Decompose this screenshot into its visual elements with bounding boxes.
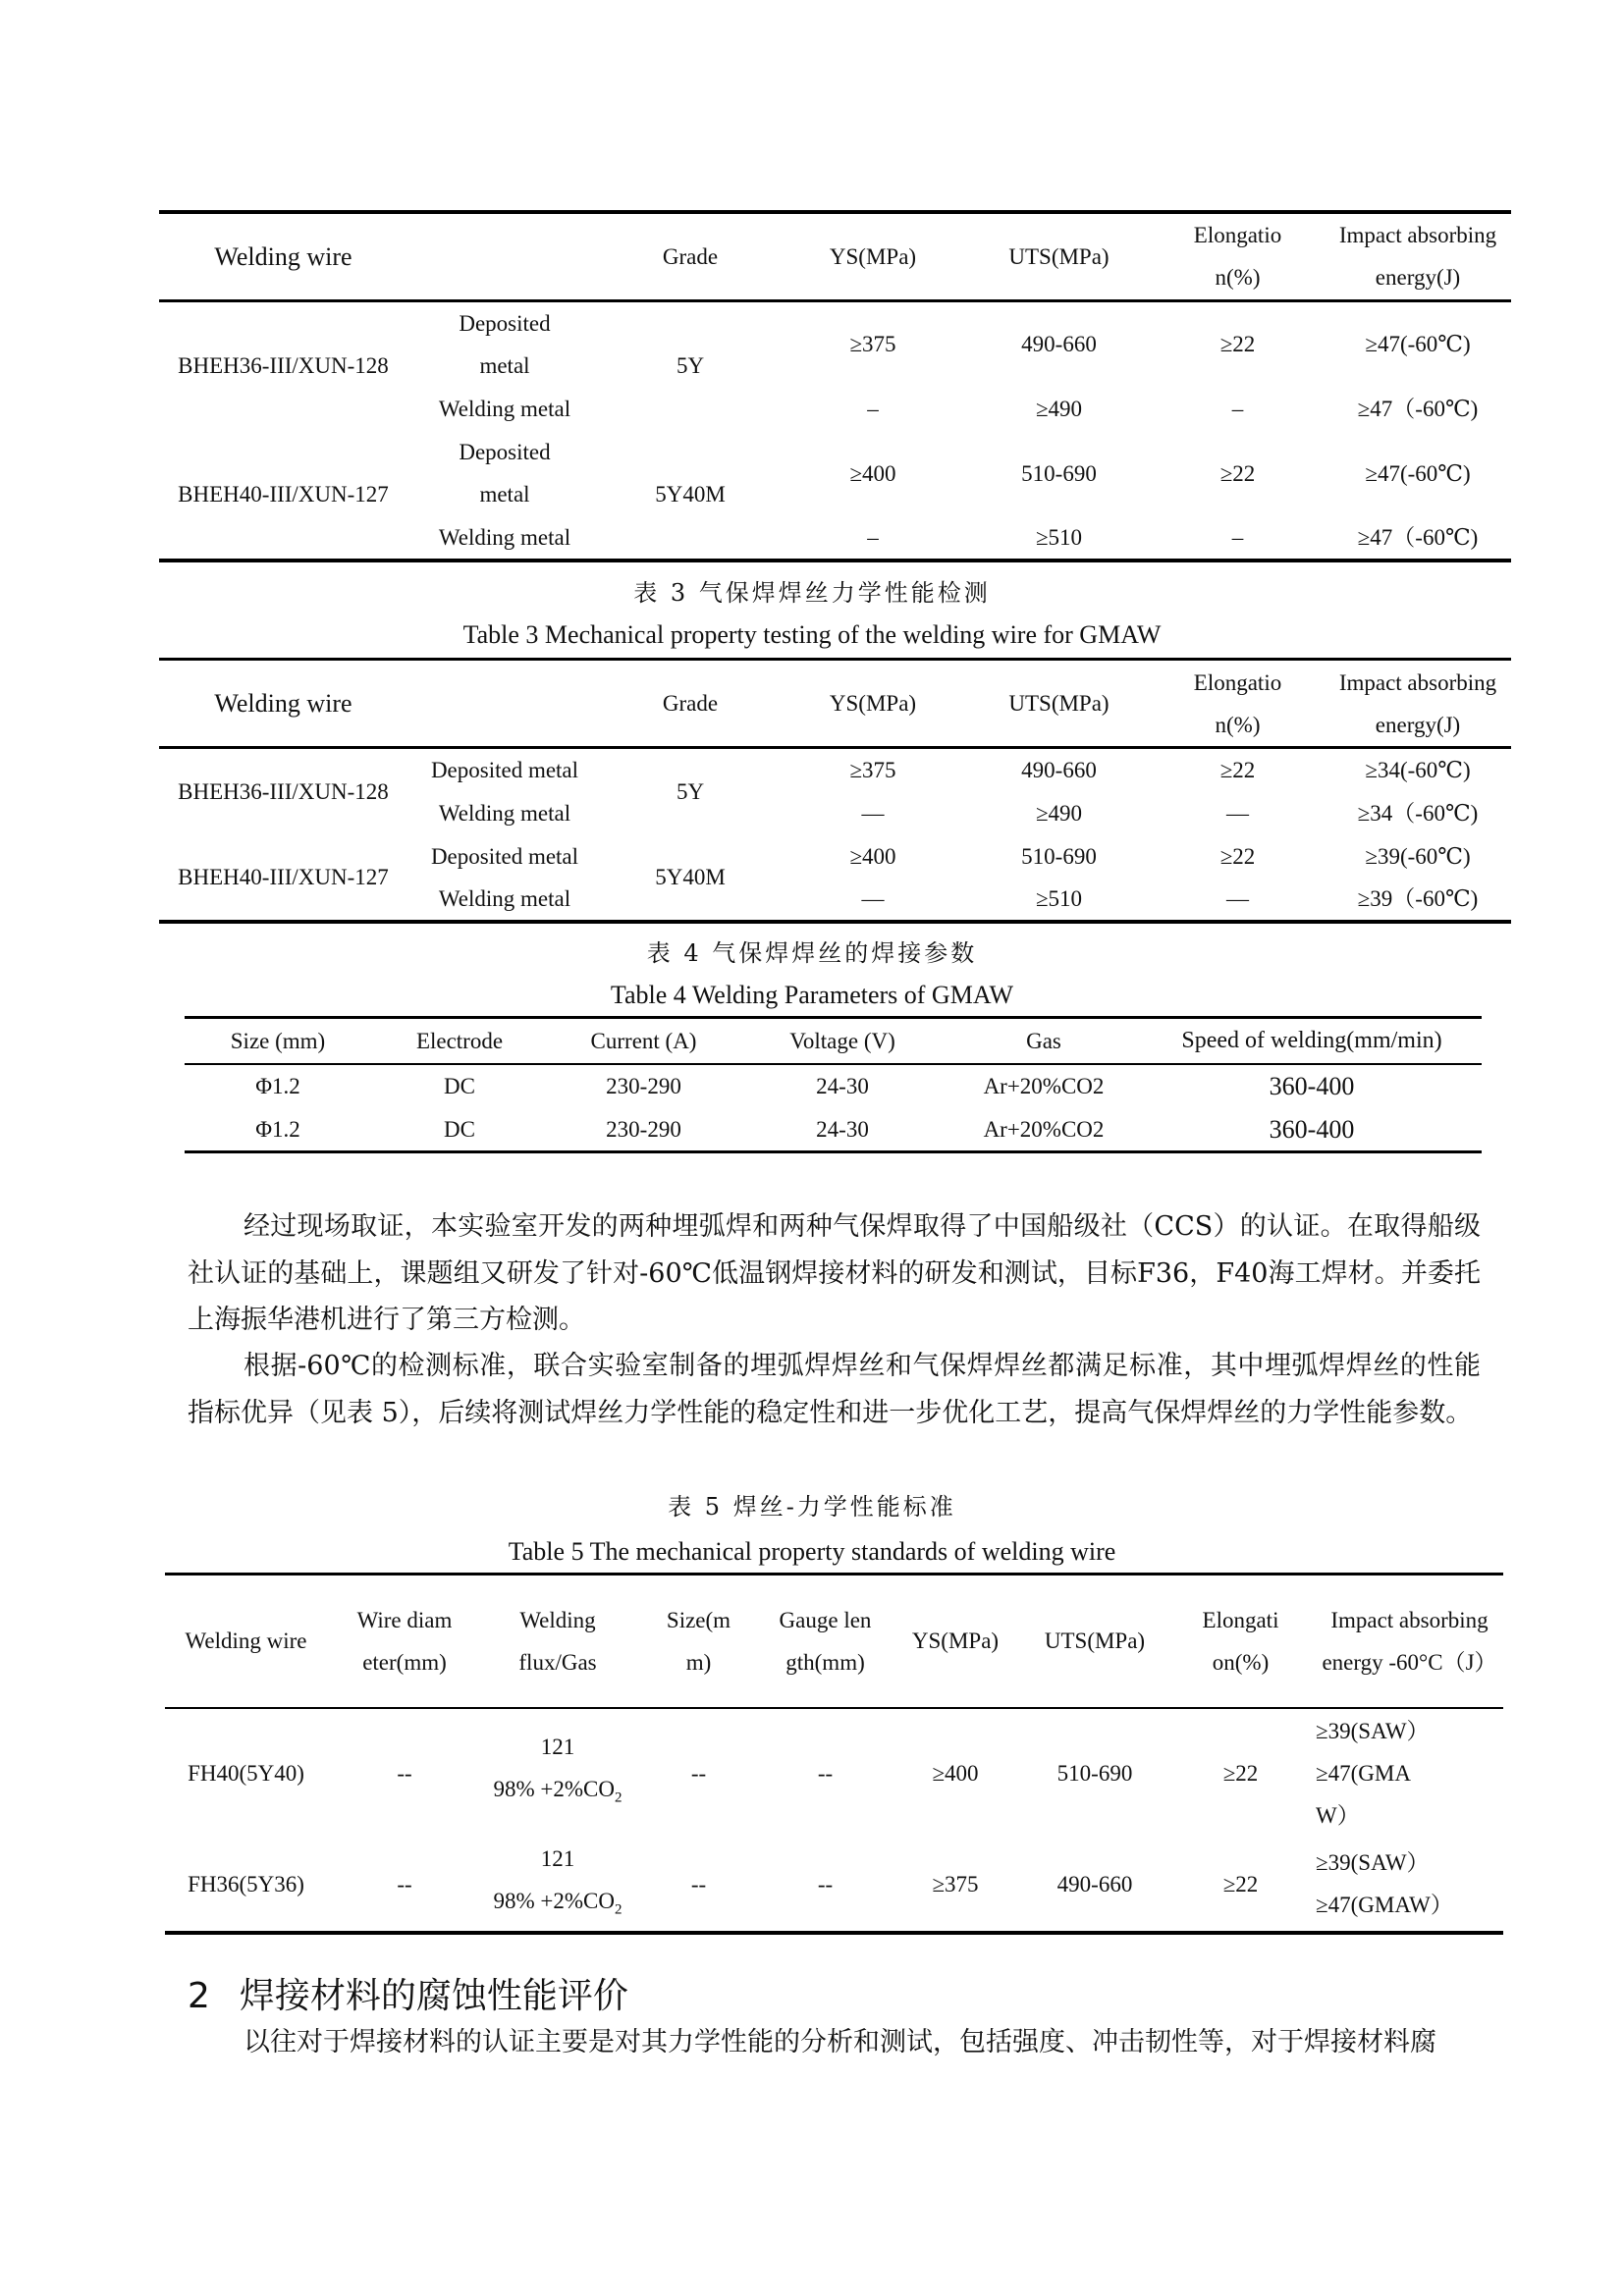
table-mechanical-standards [165,1573,1503,1935]
uts-cell: ≥490 [1035,800,1083,826]
section-number: 2 [188,1976,210,2016]
header-cell: UTS(MPa) [1008,243,1110,269]
wire-cell: FH36(5Y36) [188,1871,304,1896]
el-cell: – [1231,396,1244,421]
uts-cell: 510-690 [1021,843,1097,869]
table-header [159,212,1511,300]
header-cell: Gauge length(mm) [779,1607,872,1675]
wire-cell: BHEH36-III/XUN-128 [178,353,389,379]
table-header [159,660,1511,748]
wire-cell: BHEH40-III/XUN-127 [178,865,389,889]
header-cell: Gas [1026,1028,1061,1053]
uts-cell: ≥510 [1035,525,1083,550]
table5-caption-cn: 表 5 焊丝-力学性能标准 [668,1493,956,1521]
header-cell: Impact absorbing energy(J) [1338,669,1497,737]
cell: 24-30 [816,1074,869,1098]
header-cell: Speed of welding(mm/min) [1181,1027,1442,1053]
imp-cell: ≥47（-60℃) [1357,396,1479,421]
table-row [165,1708,1503,1838]
table-header [185,1018,1482,1064]
paragraph: 经过现场取证，本实验室开发的两种埋弧焊和两种气保焊取得了中国船级社（CCS）的认证。在取得船级社认证的基础上，课题组又研发了针对-60℃低温钢焊接材料的研发和测试，目标F36，F40海工焊材。并委托上海振华港机进行了第三方检测。 [188,1211,1481,1335]
header-cell: Voltage (V) [789,1028,895,1053]
ys-cell: – [867,396,879,421]
grade-cell: 5Y [676,779,705,804]
sub-cell: Deposited metal [430,758,579,782]
header-cell: Welding wire [214,689,352,718]
table3-caption-cn: 表 3 气保焊焊丝力学性能检测 [633,579,991,607]
cell: 510-690 [1056,1760,1133,1786]
sub-cell: Deposited metal [459,310,551,378]
uts-cell: ≥490 [1035,396,1083,421]
table4-caption-cn: 表 4 气保焊焊丝的焊接参数 [646,939,978,967]
cell: 230-290 [606,1116,681,1142]
el-cell: – [1231,525,1244,550]
header-cell: Elongation(%) [1193,669,1282,737]
table5-caption-en: Table 5 The mechanical property standards of welding wire [508,1537,1116,1566]
cell: -- [690,1760,707,1786]
imp-cell: ≥39(-60℃) [1365,843,1471,869]
imp-cell: ≥47（-60℃) [1357,525,1479,550]
el-cell: — [1226,886,1249,911]
imp-cell: ≥39(SAW）≥47(GMAW） [1316,1718,1419,1828]
el-cell: ≥22 [1219,843,1256,869]
imp-cell: ≥39(SAW）≥47(GMAW） [1316,1850,1453,1918]
uts-cell: 490-660 [1021,758,1097,782]
header-cell: Current (A) [590,1028,697,1053]
header-cell: Grade [662,243,719,269]
cell: -- [690,1871,707,1896]
cell: 360-400 [1269,1072,1355,1100]
imp-cell: ≥47(-60℃) [1365,332,1471,357]
cell: DC [444,1116,475,1142]
header-cell: Electrode [415,1028,504,1053]
cell: ≥375 [932,1871,979,1896]
cell: -- [817,1871,834,1896]
table-row [159,834,1511,878]
table-header [165,1575,1503,1708]
table-welding-parameters [185,1016,1482,1153]
header-cell: Wire diameter(mm) [356,1607,453,1675]
sub-cell: Welding metal [438,800,571,826]
cell: -- [397,1760,412,1786]
flux-cell: 121 $98\% +2\%CO_2$ [493,1735,623,1806]
grade-cell: 5Y40M [655,865,726,889]
table-gmaw-mechanical-properties [159,658,1511,924]
cell: ≥400 [932,1760,979,1786]
section-title: 焊接材料的腐蚀性能评价 [239,1976,628,2016]
cell: Ar+20%CO2 [983,1116,1105,1142]
table-row [185,1108,1482,1152]
ys-cell: — [861,800,885,826]
table-row [159,430,1511,473]
wire-cell: BHEH40-III/XUN-127 [178,482,389,507]
table-row [159,748,1511,792]
table-row [159,300,1511,344]
el-cell: ≥22 [1219,460,1256,486]
header-cell: Welding wire [185,1629,307,1654]
cell: 360-400 [1269,1114,1355,1144]
imp-cell: ≥39（-60℃) [1357,886,1479,911]
ys-cell: ≥375 [849,758,896,782]
el-cell: — [1226,800,1249,826]
header-cell: Size (mm) [230,1028,326,1053]
grade-cell: 5Y40M [655,482,726,507]
flux-cell: 121 $98\% +2\%CO_2$ [493,1845,623,1918]
cell: ≥22 [1222,1871,1259,1896]
header-cell: Grade [662,691,719,716]
sub-cell: Deposited metal [459,440,551,507]
cell: 490-660 [1056,1871,1133,1896]
header-cell: Welding flux/Gas [518,1607,597,1675]
table3-caption-en: Table 3 Mechanical property testing of the welding wire for GMAW [462,620,1162,649]
sub-cell: Welding metal [438,525,571,550]
header-cell: YS(MPa) [829,691,917,716]
uts-cell: 510-690 [1021,460,1097,486]
sub-cell: Welding metal [438,396,571,421]
uts-cell: ≥510 [1035,886,1083,911]
ys-cell: ≥375 [849,332,896,357]
cell: -- [817,1760,834,1786]
ys-cell: – [867,525,879,550]
paragraph: 以往对于焊接材料的认证主要是对其力学性能的分析和测试，包括强度、冲击韧性等，对于焊接材料腐 [244,2027,1436,2057]
sub-cell: Deposited metal [430,843,579,869]
table-row [165,1838,1503,1934]
cell: 24-30 [816,1116,869,1142]
header-cell: YS(MPa) [911,1629,1000,1654]
header-cell: YS(MPa) [829,243,917,269]
paragraph: 根据-60℃的检测标准，联合实验室制备的埋弧焊焊丝和气保焊焊丝都满足标准，其中埋弧焊焊丝的性能指标优异（见表 5），后续将测试焊丝力学性能的稳定性和进一步优化工艺，提高气保焊焊丝的力学性能参数。 [188,1351,1481,1428]
header-cell: Impact absorbing energy -60°C（J） [1322,1607,1497,1675]
el-cell: ≥22 [1219,758,1256,782]
uts-cell: 490-660 [1021,332,1097,357]
header-cell: Elongation(%) [1193,223,1282,291]
cell: DC [444,1074,475,1098]
cell: ≥22 [1222,1760,1259,1786]
cell: Φ1.2 [255,1074,300,1098]
imp-cell: ≥34（-60℃) [1357,800,1479,826]
table-row [185,1064,1482,1108]
el-cell: ≥22 [1219,332,1256,357]
table4-caption-en: Table 4 Welding Parameters of GMAW [610,981,1014,1009]
cell: -- [397,1871,412,1896]
header-cell: Welding wire [214,241,352,271]
cell: Φ1.2 [255,1116,300,1142]
ys-cell: ≥400 [849,460,896,486]
ys-cell: ≥400 [849,843,896,869]
header-cell: Elongation(%) [1202,1607,1279,1675]
imp-cell: ≥34(-60℃) [1365,758,1471,782]
cell: 230-290 [606,1074,681,1098]
header-cell: Impact absorbing energy(J) [1338,223,1497,291]
imp-cell: ≥47(-60℃) [1365,460,1471,486]
wire-cell: FH40(5Y40) [188,1760,304,1786]
sub-cell: Welding metal [438,886,571,911]
wire-cell: BHEH36-III/XUN-128 [178,779,389,804]
grade-cell: 5Y [676,353,705,379]
table-deposited-metal-properties [159,210,1511,562]
ys-cell: — [861,886,885,911]
header-cell: UTS(MPa) [1044,1629,1146,1654]
header-cell: UTS(MPa) [1008,691,1110,716]
section-heading [188,1968,658,2018]
cell: Ar+20%CO2 [983,1074,1105,1098]
header-cell: Size(mm) [666,1607,731,1675]
